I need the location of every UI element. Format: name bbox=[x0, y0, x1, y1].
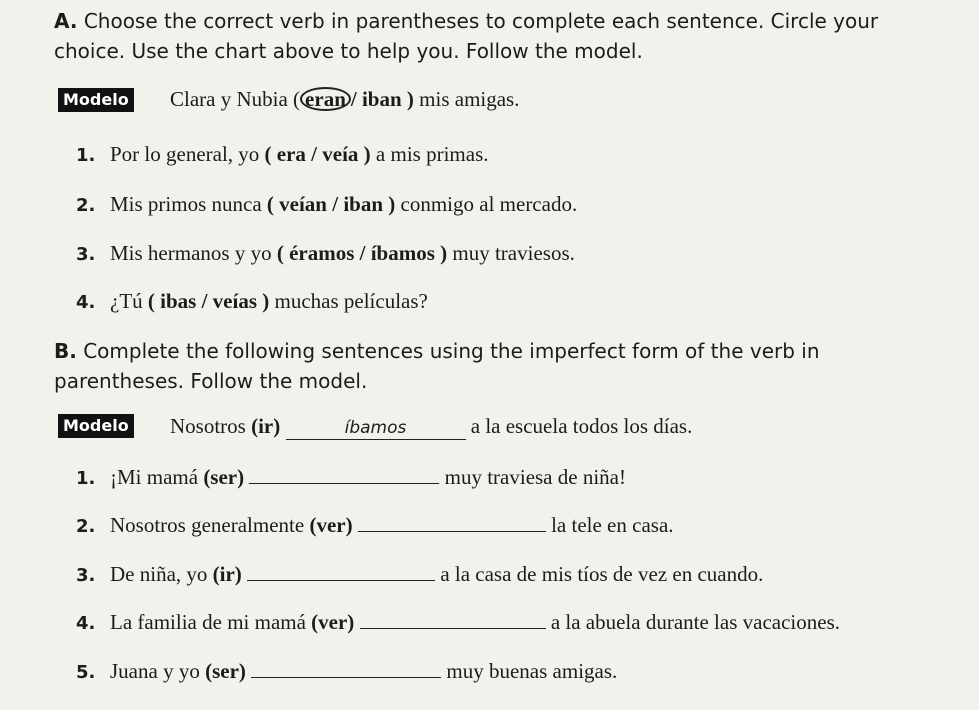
item-text-before: Mis hermanos y yo bbox=[110, 241, 272, 265]
section-a-letter: A. bbox=[54, 9, 78, 33]
answer-blank[interactable] bbox=[360, 608, 546, 629]
list-item bbox=[76, 560, 763, 589]
item-text-before: Juana y yo bbox=[110, 659, 200, 683]
item-text-after: muy traviesos. bbox=[452, 241, 575, 265]
answer-blank[interactable] bbox=[249, 463, 439, 484]
list-item bbox=[76, 511, 674, 540]
section-b-instruction-text: Complete the following sentences using the imperfect form of the verb in parentheses. Follow the model. bbox=[54, 339, 820, 393]
verb-choices[interactable]: ( era / veía ) bbox=[264, 142, 371, 166]
answer-blank[interactable] bbox=[358, 511, 546, 532]
model-a-choice-rest: / iban ) bbox=[350, 87, 414, 111]
list-item bbox=[76, 288, 428, 316]
item-number: 5. bbox=[76, 662, 96, 683]
answer-blank[interactable] bbox=[247, 560, 435, 581]
item-text-before: ¡Mi mamá bbox=[110, 465, 199, 489]
item-number: 4. bbox=[76, 292, 96, 313]
model-a-after: mis amigas. bbox=[419, 87, 520, 111]
item-text-before: De niña, yo bbox=[110, 562, 208, 586]
item-verb: (ser) bbox=[205, 659, 246, 683]
item-verb: (ir) bbox=[212, 562, 242, 586]
answer-blank[interactable] bbox=[251, 657, 441, 678]
modelo-badge-a: Modelo bbox=[58, 88, 134, 112]
model-b-after: a la escuela todos los días. bbox=[470, 414, 693, 438]
item-text-after: la tele en casa. bbox=[551, 513, 674, 537]
section-a-instruction bbox=[54, 6, 954, 66]
section-a-instruction-text: Choose the correct verb in parentheses to complete each sentence. Circle your choice. Use the chart above to help you. Follow the model. bbox=[54, 9, 879, 63]
item-verb: (ser) bbox=[203, 465, 245, 489]
item-text-after: muy traviesa de niña! bbox=[444, 465, 626, 489]
model-b-before: Nosotros bbox=[170, 414, 246, 438]
item-text-before: Mis primos nunca bbox=[110, 192, 262, 216]
verb-choices[interactable]: ( éramos / íbamos ) bbox=[276, 241, 448, 265]
item-text-after: a mis primas. bbox=[375, 142, 489, 166]
model-sentence-a bbox=[170, 86, 519, 112]
item-number: 3. bbox=[76, 244, 96, 265]
item-text-after: a la casa de mis tíos de vez en cuando. bbox=[440, 562, 764, 586]
item-text-before: Nosotros generalmente bbox=[110, 513, 305, 537]
item-verb: (ver) bbox=[311, 610, 355, 634]
section-b-letter: B. bbox=[54, 339, 77, 363]
section-b-instruction bbox=[54, 336, 914, 396]
item-text-after: a la abuela durante las vacaciones. bbox=[550, 610, 840, 634]
item-text-after: muchas películas? bbox=[274, 289, 428, 313]
list-item bbox=[76, 141, 489, 169]
item-number: 4. bbox=[76, 613, 96, 634]
item-number: 2. bbox=[76, 516, 96, 537]
item-verb: (ver) bbox=[309, 513, 353, 537]
item-text-before: Por lo general, yo bbox=[110, 142, 260, 166]
list-item bbox=[76, 657, 617, 686]
model-a-circled-answer: eran bbox=[300, 87, 351, 111]
item-number: 2. bbox=[76, 195, 96, 216]
verb-choices[interactable]: ( ibas / veías ) bbox=[147, 289, 270, 313]
model-b-verb: (ir) bbox=[251, 414, 281, 438]
item-text-after: conmigo al mercado. bbox=[400, 192, 578, 216]
list-item bbox=[76, 240, 575, 268]
list-item bbox=[76, 608, 840, 637]
modelo-badge-b: Modelo bbox=[58, 414, 134, 438]
item-number: 1. bbox=[76, 468, 96, 489]
item-number: 1. bbox=[76, 145, 96, 166]
list-item bbox=[76, 463, 626, 492]
model-a-before: Clara y Nubia ( bbox=[170, 87, 301, 111]
item-text-before: ¿Tú bbox=[110, 289, 143, 313]
model-b-answer-blank: íbamos bbox=[286, 419, 466, 440]
item-text-before: La familia de mi mamá bbox=[110, 610, 306, 634]
list-item bbox=[76, 191, 577, 219]
verb-choices[interactable]: ( veían / iban ) bbox=[266, 192, 396, 216]
item-number: 3. bbox=[76, 565, 96, 586]
item-text-after: muy buenas amigas. bbox=[446, 659, 618, 683]
model-sentence-b bbox=[170, 413, 692, 440]
